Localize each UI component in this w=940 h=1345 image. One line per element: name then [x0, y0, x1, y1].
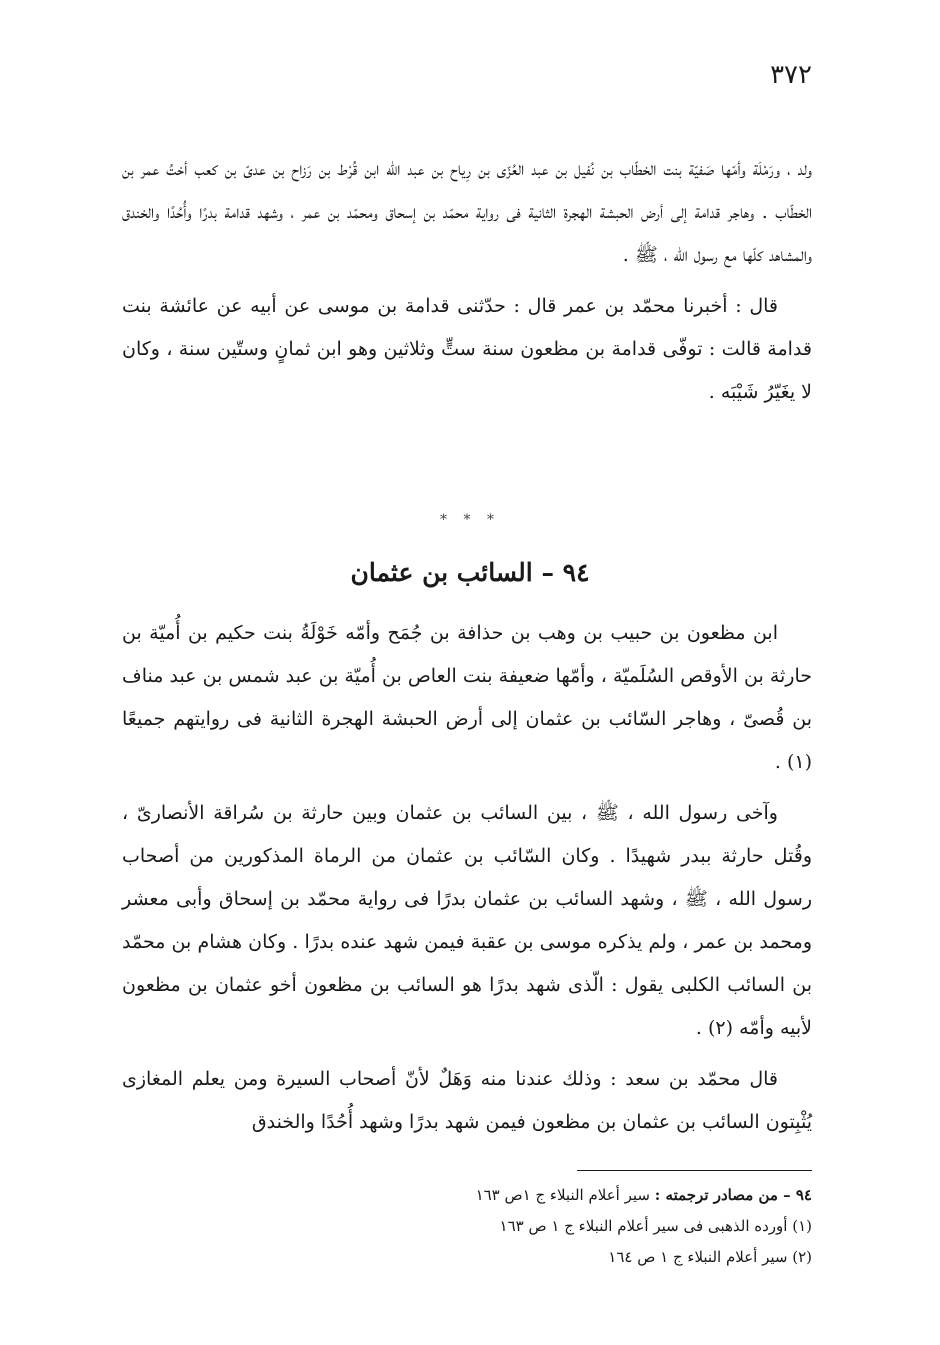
- section-title: ٩٤ – السائب بن عثمان: [350, 558, 590, 587]
- footnote-1: (١) أورده الذهبى فى سير أعلام النبلاء ج ١ ص ١٦٣: [499, 1217, 812, 1235]
- footnote-sources-text: سير أعلام النبلاء ج ١ص ١٦٣: [475, 1186, 650, 1204]
- footnote-2: (٢) سير أعلام النبلاء ج ١ ص ١٦٤: [608, 1248, 812, 1266]
- footnote-divider: [577, 1170, 812, 1171]
- paragraph: ولد ، ورَمْلَة وأمّها صَفيّة بنت الخطّاب بن نُفيل بن عبد العُزّى بن رِياح بن عبد الله ابن قُرْط بن رَزاح بن عدىّ بن كعب أختُ عمر بن الخطّاب . وهاجر قدامة إلى أرض الحبشة الهجرة الثانية فى رواية محمّد بن إسحاق ومحمّد بن عمر ، وشهد قدامة بدرًا وأُحُدًا والخندق والمشاهد كلّها مع رسول الله ، ﷺ .: [122, 158, 812, 266]
- previous-entry-text: [122, 148, 812, 422]
- footnote-sources-lead: ٩٤ – من مصادر ترجمته :: [654, 1186, 812, 1204]
- paragraph: قال محمّد بن سعد : وذلك عندنا منه وَهَلٌ لأنّ أصحاب السيرة ومن يعلم المغازى يُثْبِتون السائب بن عثمان بن مظعون فيمن شهد بدرًا وشهد أُحُدًا والخندق: [122, 1068, 812, 1133]
- section-separator: * * *: [440, 512, 500, 528]
- footnote-sources: [122, 1180, 812, 1211]
- paragraph: وآخى رسول الله ، ﷺ ، بين السائب بن عثمان وبين حارثة بن سُراقة الأنصارىّ ، وقُتل حارثة ببدر شهيدًا . وكان السّائب بن عثمان من الرماة المذكورين من أصحاب رسول الله ، ﷺ ، وشهد السائب بن عثمان بدرًا فى رواية محمّد بن إسحاق وأبى معشر ومحمد بن عمر ، ولم يذكره موسى بن عقبة فيمن شهد عنده بدرًا . وكان هشام بن محمّد بن السائب الكلبى يقول : الّذى شهد بدرًا هو السائب بن مظعون أخو عثمان بن مظعون لأبيه وأمّه (٢) .: [122, 802, 812, 1039]
- footnotes: [122, 1180, 812, 1273]
- page-number: ٣٧٢: [770, 60, 812, 90]
- paragraph: ابن مظعون بن حبيب بن وهب بن حذافة بن جُمَح وأمّه خَوْلَةُ بنت حكيم بن أُميّة بن حارثة بن الأوقص السُلَميّة ، وأمّها ضعيفة بنت العاص بن أُميّة بن عبد شمس بن عبد مناف بن قُصىّ ، وهاجر السّائب بن عثمان إلى أرض الحبشة الهجرة الثانية فى روايتهم جميعًا (١) .: [122, 622, 812, 773]
- entry-text: [122, 612, 812, 1152]
- paragraph: قال : أخبرنا محمّد بن عمر قال : حدّثنى قدامة بن موسى عن أبيه عن عائشة بنت قدامة قالت : توفّى قدامة بن مظعون سنة ستٍّ وثلاثين وهو ابن ثمانٍ وستّين سنة ، وكان لا يغَيّرُ شَيْبَه .: [122, 295, 812, 403]
